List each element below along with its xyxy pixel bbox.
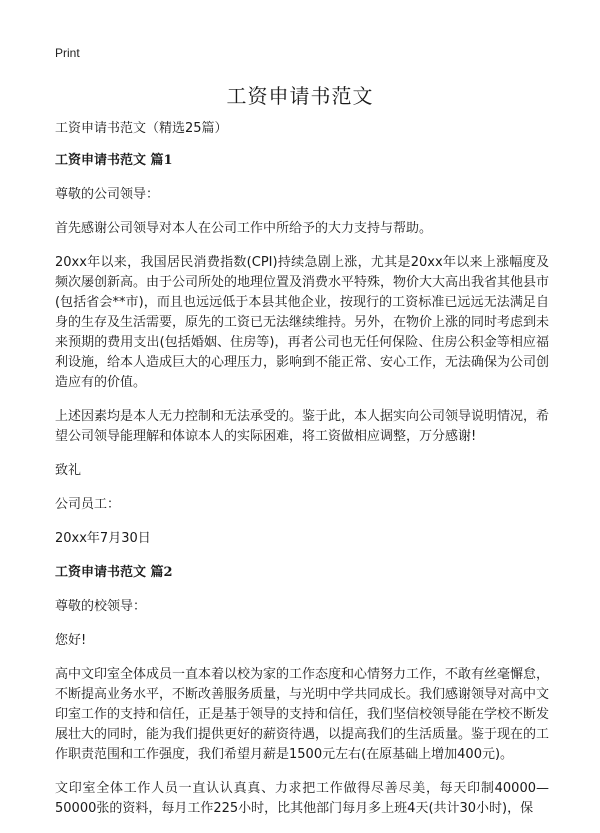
paragraph: 文印室全体工作人员一直认认真真、力求把工作做得尽善尽美，每天印制40000—50000张的资料，每月工作225小时，比其他部门每月多上班4天(共计30小时)，保 [55,781,549,816]
paragraph: 高中文印室全体成员一直本着以校为家的工作态度和心情努力工作，不敢有丝毫懈怠，不断提高业务水平，不断改善服务质量，与光明中学共同成长。我们感谢领导对高中文印室工作的支持和信任，正是基于领导的支持和信任，我们坚信校领导能在学校不断发展壮大的同时，能为我们提供更好的薪资待遇，以提高我们的生活质量。鉴于现在的工作职责范围和工作强度，我们希望月薪是1500元左右(在原基础上增加400元)。 [55,667,550,762]
print-link[interactable]: Print [55,46,80,60]
paragraph: 20xx年7月30日 [55,531,151,546]
paragraph: 上述因素均是本人无力控制和无法承受的。鉴于此，本人据实向公司领导说明情况，希望公司领导能理解和体谅本人的实际困难，将工资做相应调整，万分感谢! [55,409,550,444]
article-2-heading: 工资申请书范文 篇2 [55,565,173,580]
paragraph: 尊敬的公司领导： [55,187,160,202]
paragraph: 20xx年以来，我国居民消费指数(CPI)持续急剧上涨，尤其是20xx年以来上涨幅度及频次屡创新高。由于公司所处的地理位置及消费水平特殊，物价大大高出我省其他县市(包括省会**市)，而且也远远低于本县其他企业，按现行的工资标准已远远无法满足自身的生存及生活需要，原先的工资已无法继续维持。另外，在物价上涨的同时考虑到未来预期的费用支出(包括婚姻、住房等)，再者公司也无任何保险、住房公积金等相应福利设施，给本人造成巨大的心理压力，影响到不能正常、安心工作，无法确保为公司创造应有的价值。 [55,255,550,390]
document-subtitle: 工资申请书范文（精选25篇） [55,121,228,136]
paragraph: 首先感谢公司领导对本人在公司工作中所给予的大力支持与帮助。 [55,221,433,236]
article-1-heading: 工资申请书范文 篇1 [55,153,173,168]
document-body [55,119,549,833]
paragraph: 公司员工： [55,497,121,512]
page-title: 工资申请书范文 [226,84,374,108]
paragraph: 尊敬的校领导： [55,599,147,614]
paragraph: 致礼 [55,463,82,478]
paragraph: 您好! [55,633,87,648]
